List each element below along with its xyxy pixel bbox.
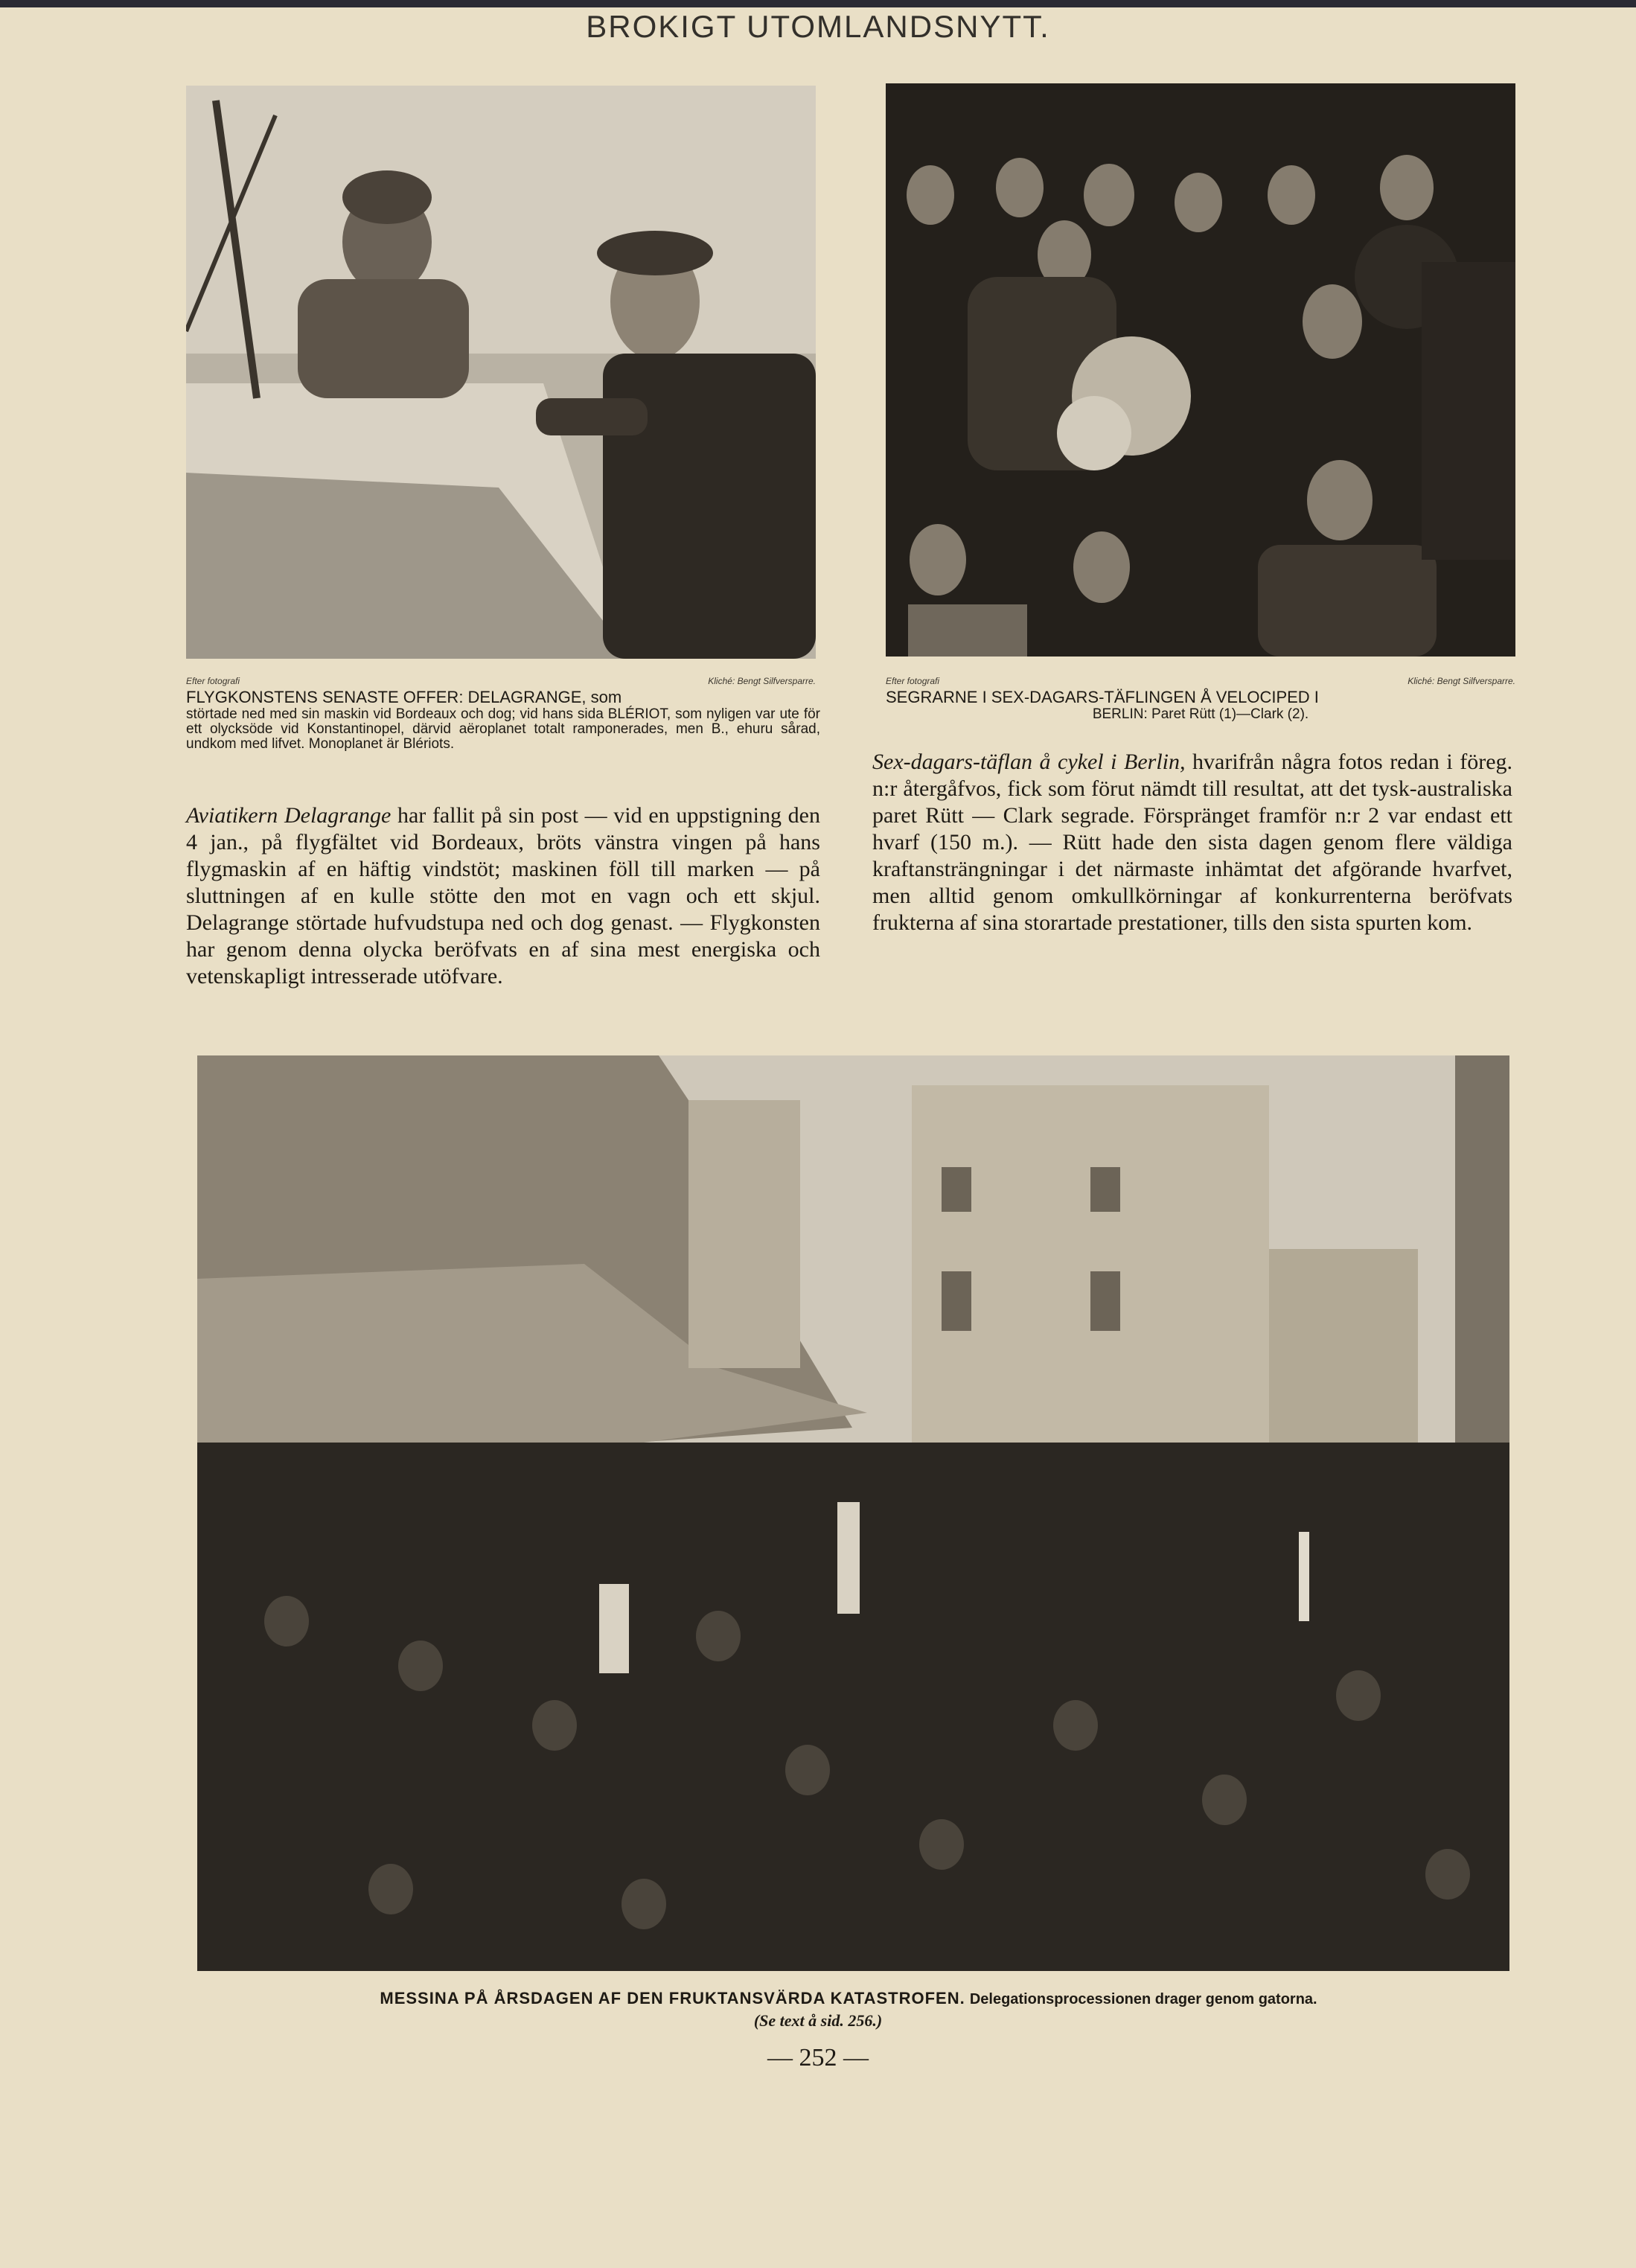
photo-credit: Efter fotografi: [186, 676, 240, 686]
caption-messina: [201, 1989, 1496, 2008]
caption-heading-cyclists: SEGRARNE I SEX-DAGARS-TÄFLINGEN Å VELOCIPED I: [886, 688, 1319, 706]
cross-reference: (Se text å sid. 256.): [753, 2011, 883, 2030]
article-six-day-race: [872, 749, 1512, 936]
article-text: har fallit på sin post — vid en uppstigning den 4 jan., på flygfältet vid Bordeaux, bröts vänstra vingen på hans flygmaskin af en häftig vindstöt; maskinen föll till marken — på sluttningen af en kulle stötte den mot en vagn och ett skjul. Delagrange störtade hufvudstupa ned och dog genast. — Flygkonsten har genom denna olycka beröfvats en af sina mest energiska och vetenskapligt intresserade utöfvare.: [186, 803, 820, 988]
article-lead: Aviatikern Delagrange: [186, 803, 392, 828]
caption-heading-messina: MESSINA PÅ ÅRSDAGEN AF DEN FRUKTANSVÄRDA KATASTROFEN.: [380, 1989, 965, 2007]
article-delagrange: [186, 802, 820, 990]
engraving-credit: Kliché: Bengt Silfversparre.: [1407, 676, 1515, 686]
photo-credits-right: [886, 676, 1515, 688]
engraving-credit: Kliché: Bengt Silfversparre.: [708, 676, 816, 686]
caption-subtitle-messina: Delegationsprocessionen drager genom gatorna.: [969, 1991, 1317, 2007]
caption-body-aviators: störtade ned med sin maskin vid Bordeaux och dog; vid hans sida BLÉRIOT, som nyligen var ute för ett olycksöde vid Konstantinopel, därvid aëroplanet totalt ramponerades, men B., ehuru sårad, undkom med lifvet. Monoplanet är Blériots.: [186, 706, 820, 752]
photo-credit: Efter fotografi: [886, 676, 940, 686]
article-text: hvarifrån några fotos redan i föreg. n:r återgåfvos, fick som förut nämdt till resultat, att det tysk-australiska paret Rütt — Clark segrade. Förspränget framför n:r 2 var endast ett hvarf (150 m.). — Rütt hade den sista dagen genom flere väldiga kraftansträngningar i det närmaste inhämtat det afgörande hvarfvet, men alltid genom omkullkörningar af konkurrenterna beröfvats frukterna af sina storartade prestationer, tills den sista spurten kom.: [872, 750, 1513, 935]
caption-body-cyclists: BERLIN: Paret Rütt (1)—Clark (2).: [1092, 706, 1309, 722]
top-border: [0, 0, 1636, 7]
running-head: BROKIGT UTOMLANDSNYTT.: [586, 9, 1050, 44]
photo-credits-left: [186, 676, 816, 688]
page-number: — 252 —: [767, 2044, 869, 2071]
photo-messina-procession: [197, 1055, 1509, 1971]
article-lead: Sex-dagars-täflan å cykel i Berlin,: [872, 750, 1186, 774]
photo-cyclists: [886, 83, 1515, 657]
photo-aviators: [186, 86, 816, 659]
caption-heading-aviators: FLYGKONSTENS SENASTE OFFER: DELAGRANGE, som: [186, 688, 622, 706]
